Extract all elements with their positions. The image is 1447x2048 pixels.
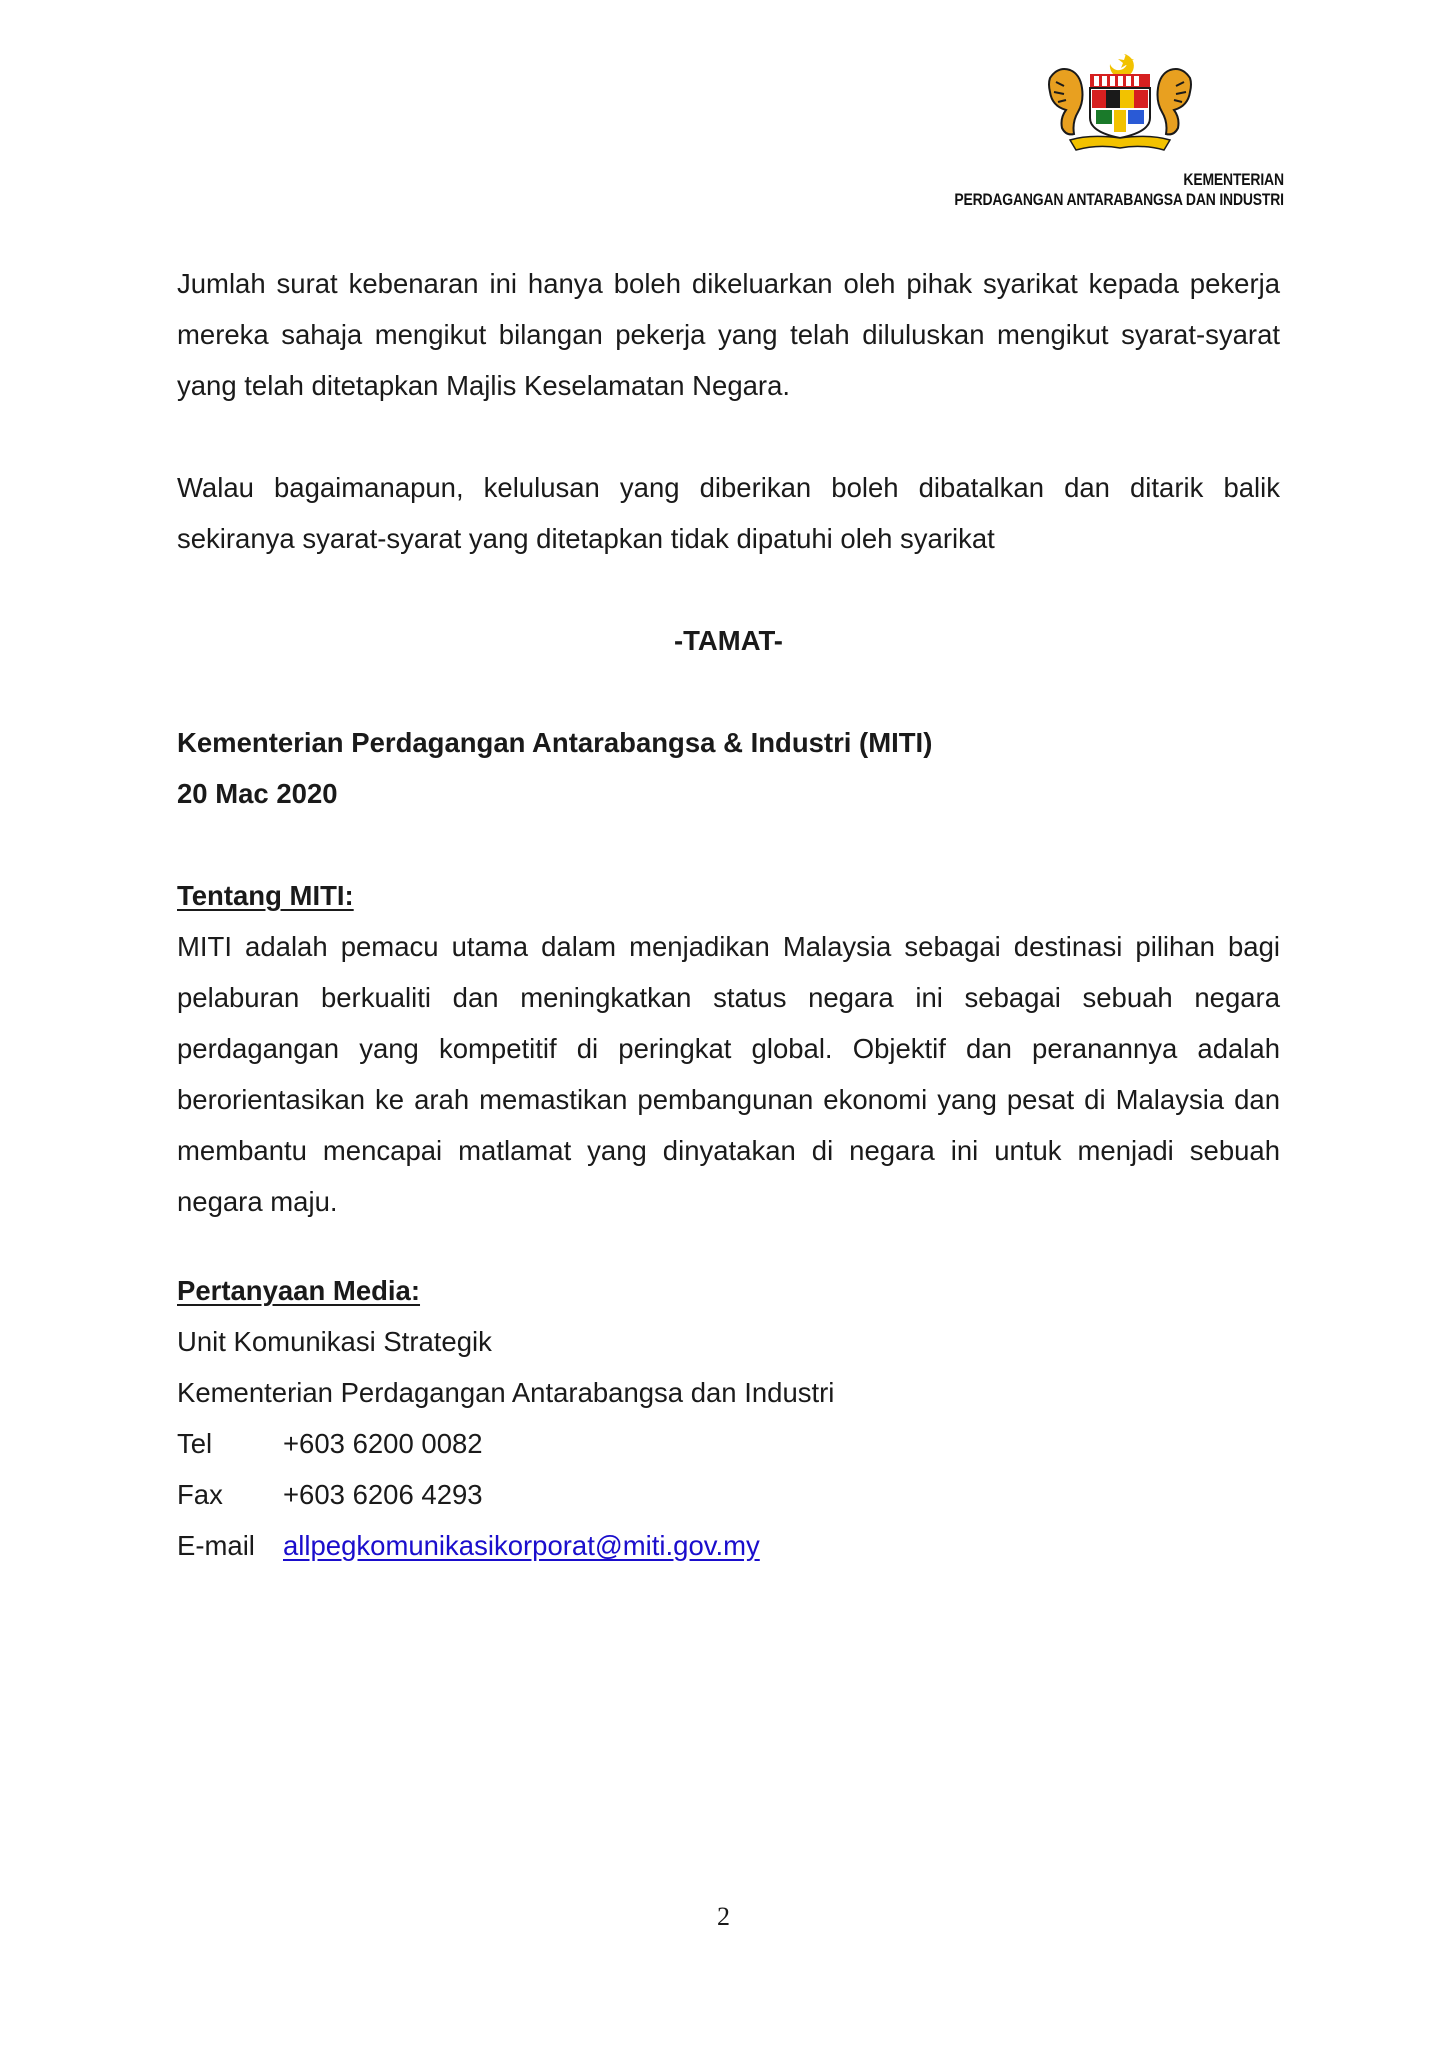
paragraph-approval-revocation: Walau bagaimanapun, kelulusan yang diberikan boleh dibatalkan dan ditarik balik sekiranya syarat-syarat yang ditetapkan tidak dipatuhi oleh syarikat [177,472,1280,554]
document-body [177,258,1280,1571]
ministry-header [954,170,1284,210]
contact-fax-row [177,1469,1280,1520]
issue-date: 20 Mac 2020 [177,778,338,809]
tel-label: Tel [177,1428,213,1459]
contact-email-row [177,1520,1280,1571]
email-label: E-mail [177,1530,255,1561]
malaysia-coat-of-arms-icon [1040,48,1200,160]
contact-tel-row [177,1418,1280,1469]
about-miti-heading: Tentang MITI: [177,880,354,911]
about-miti-text: MITI adalah pemacu utama dalam menjadikan Malaysia sebagai destinasi pilihan bagi pelaburan berkualiti dan meningkatkan status negara ini sebagai sebuah negara perdagangan yang kompetitif di peringkat global. Objektif dan peranannya adalah berorientasikan ke arah memastikan pembangunan ekonomi yang pesat di Malaysia dan membantu mencapai matlamat yang dinyatakan di negara ini untuk menjadi sebuah negara maju. [177,931,1280,1217]
media-enquiries-heading: Pertanyaan Media: [177,1275,421,1306]
page-number: 2 [717,1902,730,1931]
media-unit: Unit Komunikasi Strategik [177,1326,492,1357]
ministry-header-line1: KEMENTERIAN [1183,170,1284,189]
fax-value: +603 6206 4293 [283,1479,483,1510]
end-marker: -TAMAT- [674,625,783,656]
ministry-header-line2: PERDAGANGAN ANTARABANGSA DAN INDUSTRI [954,190,1284,209]
email-link[interactable]: allpegkomunikasikorporat@miti.gov.my [283,1530,760,1561]
media-ministry: Kementerian Perdagangan Antarabangsa dan Industri [177,1377,835,1408]
issuer-name: Kementerian Perdagangan Antarabangsa & Industri (MITI) [177,727,933,758]
paragraph-permit-letters: Jumlah surat kebenaran ini hanya boleh dikeluarkan oleh pihak syarikat kepada pekerja mereka sahaja mengikut bilangan pekerja yang telah diluluskan mengikut syarat-syarat yang telah ditetapkan Majlis Keselamatan Negara. [177,268,1280,401]
fax-label: Fax [177,1479,223,1510]
tel-value: +603 6200 0082 [283,1428,483,1459]
